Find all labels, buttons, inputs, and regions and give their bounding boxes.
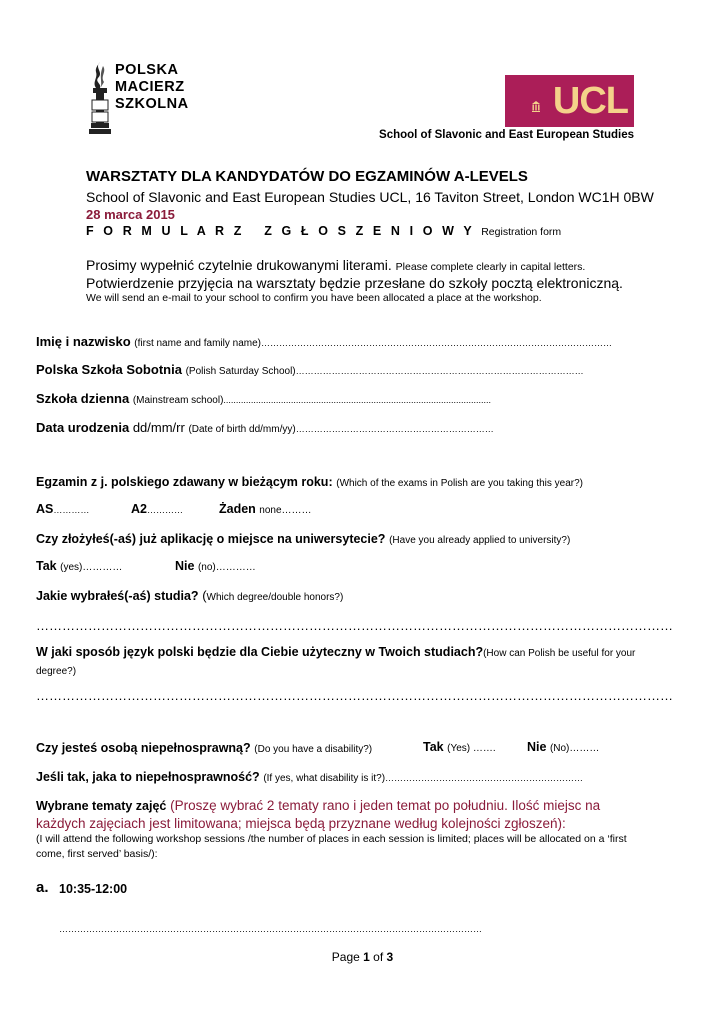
- disability-yes-en: (Yes) …….: [447, 743, 496, 754]
- main-school-label: Szkoła dzienna: [36, 391, 130, 406]
- exam-option-none[interactable]: [219, 502, 312, 516]
- name-field-input[interactable]: ………………………………………………………………………………………………………: [261, 338, 612, 348]
- name-field-row[interactable]: [36, 334, 612, 349]
- dob-en: (Date of birth dd/mm/yy): [188, 424, 296, 435]
- form-name: [86, 224, 561, 238]
- disability-yes-label: Tak: [423, 740, 444, 754]
- disability-yes[interactable]: [423, 740, 496, 754]
- instruction-pl-1: Prosimy wypełnić czytelnie drukowanymi literami.: [86, 257, 392, 273]
- ucl-portico-icon: [532, 101, 540, 112]
- usefulness-question-en: (How can Polish be useful for your degree?): [36, 648, 636, 677]
- studies-question: [36, 588, 343, 603]
- main-school-row[interactable]: [36, 391, 491, 406]
- usefulness-question: [36, 644, 636, 680]
- department-name: School of Slavonic and East European Studies: [379, 129, 634, 141]
- disability-no-en: (No)………: [549, 743, 600, 754]
- exam-question-pl: Egzamin z j. polskiego zdawany w bieżącym roku:: [36, 475, 333, 489]
- event-date: 28 marca 2015: [86, 207, 175, 222]
- session-a-input[interactable]: ……………………………………………………………………………………………………………………………: [59, 924, 482, 934]
- studies-question-paren: (: [202, 588, 207, 603]
- footer-page-total: 3: [386, 950, 394, 964]
- dob-label: Data urodzenia: [36, 420, 130, 435]
- ucl-logo: [505, 75, 634, 127]
- instruction-line-1: [86, 257, 585, 273]
- page-title: WARSZTATY DLA KANDYDATÓW DO EGZAMINÓW A-LEVELS: [86, 168, 528, 185]
- torch-icon: [86, 60, 114, 136]
- disability-followup-pl: Jeśli tak, jaka to niepełnosprawność?: [36, 770, 260, 784]
- exam-option-a2-input[interactable]: …………: [146, 505, 183, 515]
- university-yes-en: (yes)…………: [60, 562, 123, 573]
- address: School of Slavonic and East European Studies UCL, 16 Taviton Street, London WC1H 0BW: [86, 189, 654, 205]
- university-question: [36, 531, 570, 546]
- disability-question: [36, 740, 372, 755]
- exam-option-as-input[interactable]: …………: [53, 505, 90, 515]
- disability-question-pl: Czy jesteś osobą niepełnosprawną?: [36, 741, 251, 755]
- university-no-en: (no)…………: [197, 562, 256, 573]
- page-footer: [0, 950, 725, 964]
- university-question-en: (Have you already applied to university?): [389, 535, 571, 546]
- disability-followup-input[interactable]: …………………………………………………………: [385, 773, 584, 783]
- pms-logo-text: [115, 62, 189, 113]
- disability-no-label: Nie: [527, 740, 547, 754]
- dob-format: dd/mm/rr: [132, 420, 185, 435]
- name-field-label: Imię i nazwisko: [36, 334, 131, 349]
- saturday-school-label: Polska Szkoła Sobotnia: [36, 362, 182, 377]
- instruction-en-2: We will send an e-mail to your school to confirm you have been allocated a place at the workshop.: [86, 292, 542, 304]
- form-name-en: Registration form: [481, 226, 562, 238]
- main-school-en: (Mainstream school): [132, 395, 224, 406]
- pms-line1: POLSKA: [115, 62, 179, 78]
- dob-input[interactable]: …………………………………………………………: [295, 424, 494, 434]
- instruction-en-1: Please complete clearly in capital letters.: [395, 261, 586, 273]
- usefulness-question-pl: W jaki sposób język polski będzie dla Ciebie użyteczny w Twoich studiach?: [36, 645, 484, 659]
- disability-followup-en: (If yes, what disability is it?): [263, 773, 386, 784]
- studies-question-en: Which degree/double honors?): [206, 592, 344, 603]
- usefulness-input[interactable]: …………………………………………………………………………………………………………………………………: [36, 688, 673, 703]
- topics-instruction-pl: (Proszę wybrać 2 tematy rano i jeden temat po południu. Ilość miejsc na każdych zajęciach jest limitowana; miejsca będą przyznane według kolejności zgłoszeń):: [36, 798, 601, 831]
- exam-option-a2-label: A2: [131, 502, 147, 516]
- pms-line3: SZKOLNA: [115, 96, 189, 112]
- exam-question: [36, 474, 583, 489]
- university-no[interactable]: [175, 559, 256, 573]
- university-question-pl: Czy złożyłeś(-aś) już aplikację o miejsce na uniwersytecie?: [36, 532, 386, 546]
- session-a-time: 10:35-12:00: [59, 882, 128, 896]
- pms-logo: [86, 60, 206, 136]
- pms-line2: MACIERZ: [115, 79, 185, 95]
- university-yes-label: Tak: [36, 559, 57, 573]
- disability-question-en: (Do you have a disability?): [254, 744, 373, 755]
- university-yes[interactable]: [36, 559, 122, 573]
- footer-page-word: Page: [331, 950, 360, 964]
- exam-option-as-label: AS: [36, 502, 54, 516]
- footer-of-word: of: [373, 950, 384, 964]
- topics-header: [36, 797, 636, 832]
- university-no-label: Nie: [175, 559, 195, 573]
- footer-page-number: 1: [363, 950, 370, 964]
- exam-option-a2[interactable]: [131, 502, 183, 516]
- saturday-school-en: (Polish Saturday School): [185, 366, 296, 377]
- name-field-en: (first name and family name): [134, 338, 261, 349]
- exam-question-en: (Which of the exams in Polish are you taking this year?): [336, 478, 584, 489]
- main-school-input[interactable]: ...........................................................................................................: [223, 395, 491, 405]
- saturday-school-input[interactable]: ……………………………………………………………………………………: [295, 366, 584, 376]
- studies-question-pl: Jakie wybrałeś(-aś) studia?: [36, 589, 199, 603]
- saturday-school-row[interactable]: [36, 362, 584, 377]
- exam-option-none-en: none………: [259, 505, 312, 516]
- exam-option-as[interactable]: [36, 502, 89, 516]
- disability-no[interactable]: [527, 740, 599, 754]
- ucl-logo-text: UCL: [552, 80, 628, 122]
- exam-option-none-label: Żaden: [219, 502, 256, 516]
- studies-input[interactable]: …………………………………………………………………………………………………………………………………: [36, 618, 673, 633]
- instruction-pl-2: Potwierdzenie przyjęcia na warsztaty będzie przesłane do szkoły pocztą elektroniczną.: [86, 275, 623, 291]
- dob-row[interactable]: [36, 420, 494, 435]
- topics-label: Wybrane tematy zajęć: [36, 799, 167, 813]
- form-name-pl: F O R M U L A R Z Z G Ł O S Z E N I O W Y: [86, 224, 475, 238]
- session-a-letter: a.: [36, 879, 49, 896]
- disability-followup-row[interactable]: [36, 769, 583, 784]
- topics-instruction-en: (I will attend the following workshop sessions /the number of places in each session is limited; places will be allocated on a ‘first come, first served’ basis/):: [36, 833, 627, 860]
